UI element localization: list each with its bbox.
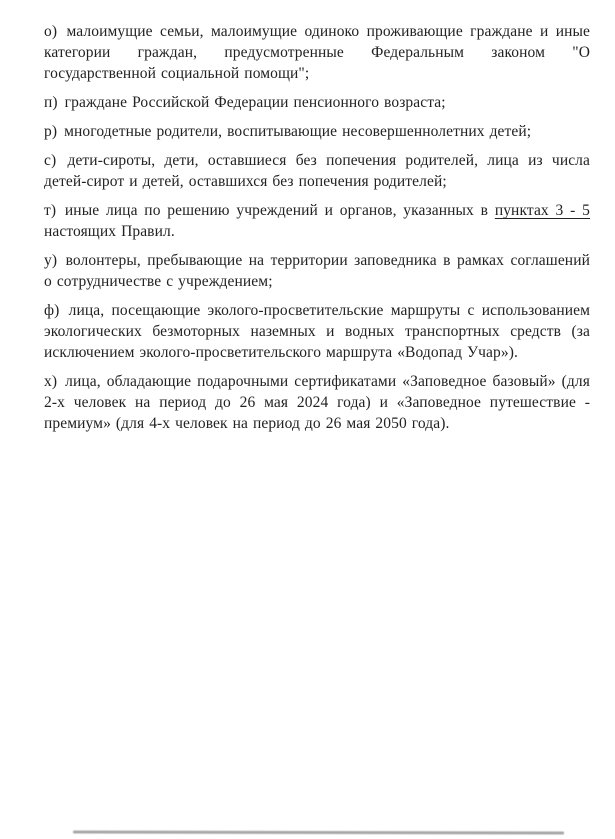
paragraph-label: х) [44, 373, 58, 390]
paragraph-text: лица, посещающие эколого-просветительские маршруты с использованием экологических безмоторных наземных и водных транспортных средств (за исключением эколого-просветительского маршрута «Водопад Учар»). [44, 302, 590, 361]
paragraph-text: малоимущие семьи, малоимущие одиноко проживающие граждане и иные категории граждан, предусмотренные Федеральным законом "О государственной социальной помощи"; [44, 23, 590, 82]
paragraph-label: о) [44, 23, 58, 40]
paragraph-text: многодетные родители, воспитывающие несовершеннолетних детей; [64, 123, 532, 140]
paragraph-t [44, 200, 590, 242]
scan-artifact-line [73, 830, 564, 834]
paragraph-p [44, 92, 590, 113]
paragraph-h [44, 371, 590, 434]
paragraph-label: т) [44, 202, 57, 219]
paragraph-text: настоящих Правил. [44, 223, 175, 240]
document-body [44, 21, 590, 442]
paragraph-text: дети-сироты, дети, оставшиеся без попечения родителей, лица из числа детей-сирот и детей, оставшихся без попечения родителей; [44, 152, 591, 190]
paragraph-label: ф) [44, 302, 60, 319]
paragraph-u [44, 250, 590, 292]
paragraph-label: п) [44, 94, 58, 111]
paragraph-label: с) [44, 152, 57, 169]
paragraph-text: лица, обладающие подарочными сертификатами «Заповедное базовый» (для 2-х человек на период до 26 мая 2024 года) и «Заповедное путешествие - премиум» (для 4-х человек на период до 26 мая 2050 года). [44, 373, 590, 432]
reference-link-text: пунктах 3 - 5 [494, 202, 590, 219]
paragraph-o [44, 21, 590, 84]
paragraph-text: граждане Российской Федерации пенсионного возраста; [64, 94, 446, 111]
paragraph-text: волонтеры, пребывающие на территории заповедника в рамках соглашений о сотрудничестве с учреждением; [44, 252, 590, 290]
paragraph-label: у) [44, 252, 58, 269]
paragraph-s [44, 150, 590, 192]
paragraph-text: иные лица по решению учреждений и органов, указанных в [64, 202, 495, 219]
paragraph-f [44, 300, 590, 363]
paragraph-label: р) [44, 123, 58, 140]
paragraph-r [44, 121, 590, 142]
